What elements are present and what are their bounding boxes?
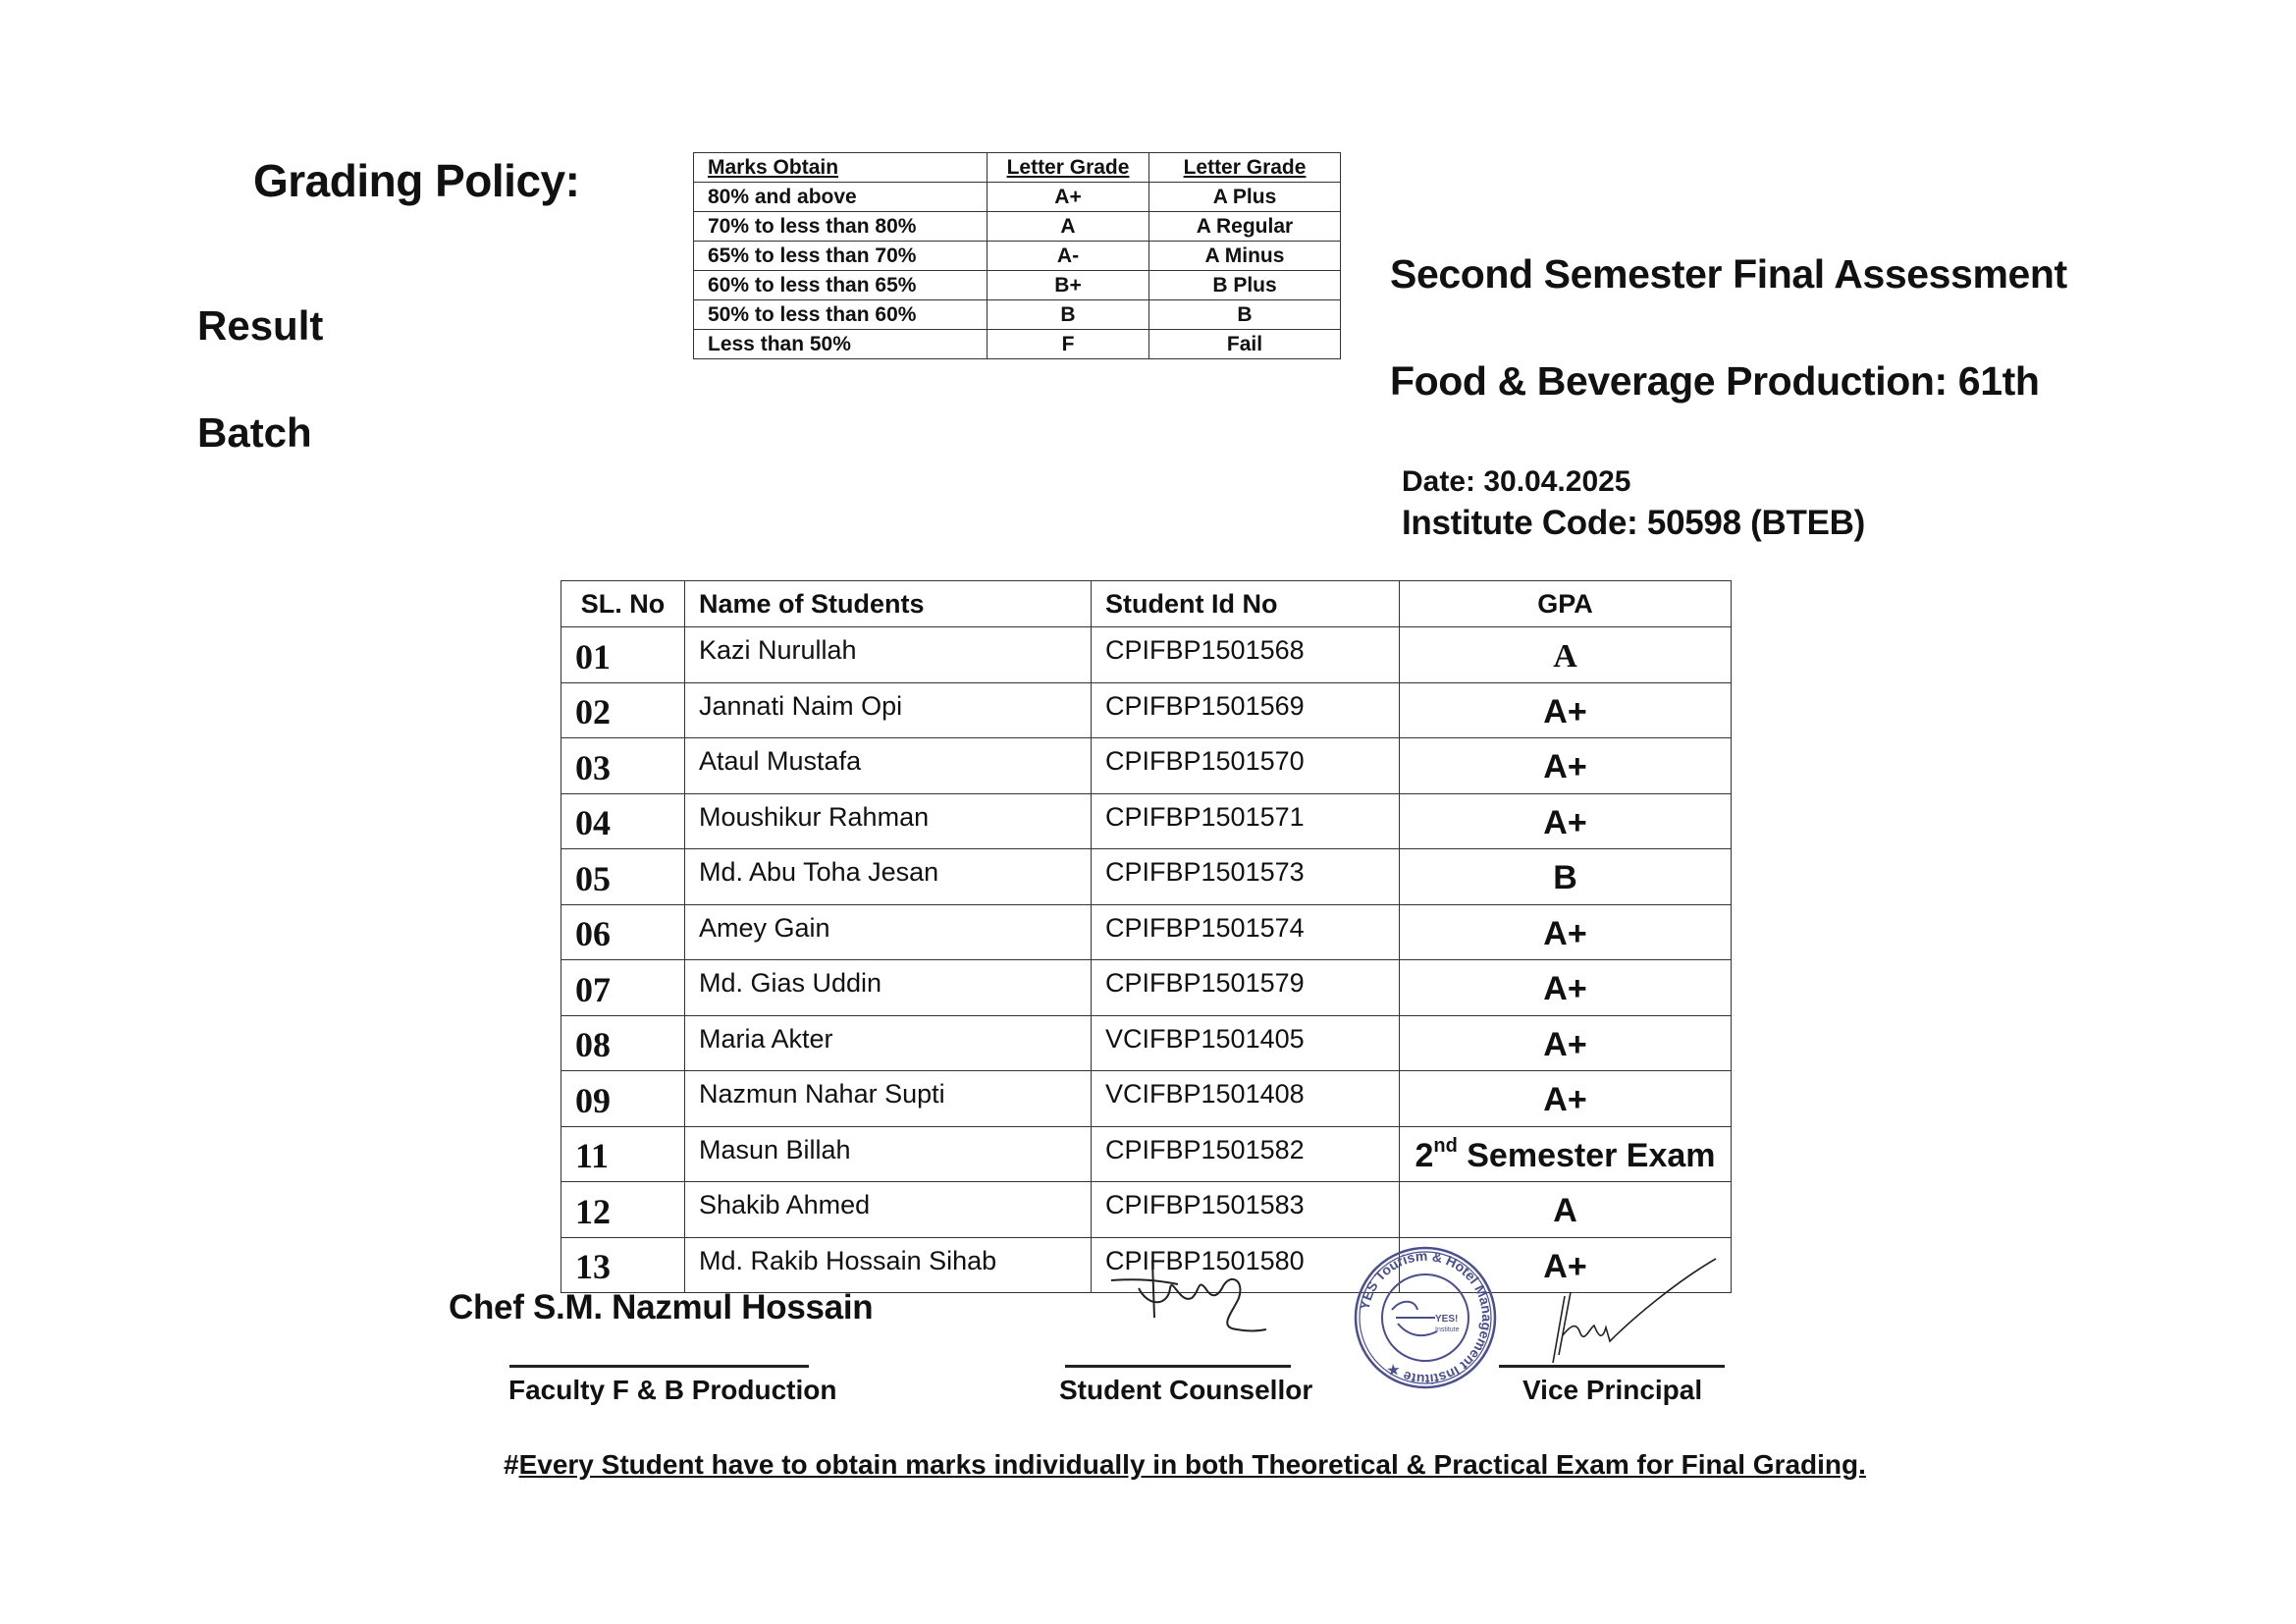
assessment-title: Second Semester Final Assessment	[1390, 251, 2067, 297]
student-id: CPIFBP1501568	[1092, 627, 1400, 683]
student-name: Moushikur Rahman	[685, 793, 1092, 849]
gpa-value: A+	[1400, 1237, 1732, 1293]
student-id: VCIFBP1501405	[1092, 1015, 1400, 1071]
student-name: Jannati Naim Opi	[685, 682, 1092, 738]
column-header-sl-no: SL. No	[561, 581, 685, 627]
student-id: VCIFBP1501408	[1092, 1071, 1400, 1127]
gpa-exam-note: Semester Exam	[1457, 1136, 1716, 1174]
student-name: Maria Akter	[685, 1015, 1092, 1071]
gpa-value: A+	[1400, 1015, 1732, 1071]
gpa-value: A+	[1400, 960, 1732, 1016]
column-header-marks: Marks Obtain	[694, 153, 988, 183]
serial-number: 12	[561, 1182, 685, 1238]
serial-number: 03	[561, 738, 685, 794]
grade-description: A Regular	[1149, 212, 1341, 242]
gpa-value: A+	[1400, 682, 1732, 738]
vice-principal-signature-icon	[1541, 1257, 1718, 1365]
serial-number: 08	[561, 1015, 685, 1071]
letter-grade: A-	[988, 242, 1149, 271]
letter-grade: F	[988, 330, 1149, 359]
gpa-value: A+	[1400, 1071, 1732, 1127]
serial-number: 13	[561, 1237, 685, 1293]
letter-grade: A	[988, 212, 1149, 242]
marks-range: 80% and above	[694, 183, 988, 212]
student-id: CPIFBP1501583	[1092, 1182, 1400, 1238]
faculty-name: Chef S.M. Nazmul Hossain	[449, 1288, 874, 1326]
gpa-value: A+	[1400, 793, 1732, 849]
gpa-value: A+	[1400, 738, 1732, 794]
institute-stamp-icon	[1353, 1245, 1498, 1390]
grade-description: B Plus	[1149, 271, 1341, 300]
gpa-ordinal-number: 2	[1415, 1136, 1434, 1174]
table-row	[561, 960, 1732, 1016]
table-row	[561, 738, 1732, 794]
results-table	[561, 580, 1732, 1293]
grading-row	[694, 212, 1341, 242]
student-name: Md. Rakib Hossain Sihab	[685, 1237, 1092, 1293]
student-id: CPIFBP1501579	[1092, 960, 1400, 1016]
grade-description: A Minus	[1149, 242, 1341, 271]
serial-number: 07	[561, 960, 685, 1016]
grading-row	[694, 271, 1341, 300]
footer-note	[504, 1449, 1866, 1481]
student-name: Nazmun Nahar Supti	[685, 1071, 1092, 1127]
student-name: Md. Abu Toha Jesan	[685, 849, 1092, 905]
table-row	[561, 682, 1732, 738]
column-header-name: Name of Students	[685, 581, 1092, 627]
grade-description: Fail	[1149, 330, 1341, 359]
grade-description: A Plus	[1149, 183, 1341, 212]
vice-principal-role-label: Vice Principal	[1522, 1375, 1703, 1405]
faculty-role-label: Faculty F & B Production	[508, 1375, 837, 1405]
grading-policy-table	[693, 152, 1341, 359]
grading-policy-title: Grading Policy:	[253, 155, 580, 206]
serial-number: 09	[561, 1071, 685, 1127]
student-id: CPIFBP1501574	[1092, 904, 1400, 960]
marks-range: 70% to less than 80%	[694, 212, 988, 242]
gpa-value: A	[1400, 627, 1732, 683]
grading-header-row	[694, 153, 1341, 183]
table-row	[561, 1071, 1732, 1127]
marks-range: 50% to less than 60%	[694, 300, 988, 330]
student-id: CPIFBP1501582	[1092, 1126, 1400, 1182]
vice-principal-signature-line	[1499, 1365, 1725, 1368]
table-row	[561, 627, 1732, 683]
serial-number: 11	[561, 1126, 685, 1182]
gpa-value: B	[1400, 849, 1732, 905]
student-id: CPIFBP1501569	[1092, 682, 1400, 738]
svg-text:YES!: YES!	[1435, 1314, 1459, 1325]
column-header-gpa: GPA	[1400, 581, 1732, 627]
serial-number: 01	[561, 627, 685, 683]
date-label: Date: 30.04.2025	[1402, 465, 1631, 498]
grading-row	[694, 242, 1341, 271]
student-id: CPIFBP1501570	[1092, 738, 1400, 794]
svg-text:Institute: Institute	[1435, 1326, 1460, 1333]
letter-grade: B+	[988, 271, 1149, 300]
svg-text:YES Tourism & Hotel Management: YES Tourism & Hotel Management Institute ★	[1356, 1247, 1496, 1388]
gpa-value: A+	[1400, 904, 1732, 960]
grading-row	[694, 330, 1341, 359]
counsellor-role-label: Student Counsellor	[1059, 1375, 1313, 1405]
institute-code-label: Institute Code: 50598 (BTEB)	[1402, 504, 1865, 542]
batch-label: Batch	[197, 409, 312, 456]
table-row	[561, 904, 1732, 960]
faculty-signature-line	[509, 1365, 809, 1368]
table-row	[561, 1126, 1732, 1182]
serial-number: 06	[561, 904, 685, 960]
column-header-student-id: Student Id No	[1092, 581, 1400, 627]
marks-range: 65% to less than 70%	[694, 242, 988, 271]
serial-number: 05	[561, 849, 685, 905]
results-header-row	[561, 581, 1732, 627]
grading-row	[694, 183, 1341, 212]
table-row	[561, 1015, 1732, 1071]
student-name: Masun Billah	[685, 1126, 1092, 1182]
counsellor-signature-icon	[1109, 1259, 1276, 1347]
table-row	[561, 793, 1732, 849]
letter-grade: B	[988, 300, 1149, 330]
serial-number: 02	[561, 682, 685, 738]
result-label: Result	[197, 302, 324, 349]
student-name: Amey Gain	[685, 904, 1092, 960]
program-title: Food & Beverage Production: 61th	[1390, 358, 2040, 404]
student-id: CPIFBP1501580	[1092, 1237, 1400, 1293]
table-row	[561, 849, 1732, 905]
table-row	[561, 1182, 1732, 1238]
gpa-value: A	[1400, 1182, 1732, 1238]
grading-row	[694, 300, 1341, 330]
student-name: Ataul Mustafa	[685, 738, 1092, 794]
student-name: Shakib Ahmed	[685, 1182, 1092, 1238]
student-id: CPIFBP1501573	[1092, 849, 1400, 905]
footer-note-text: Every Student have to obtain marks individually in both Theoretical & Practical Exam for Final Grading.	[518, 1449, 1866, 1480]
student-name: Kazi Nurullah	[685, 627, 1092, 683]
gpa-ordinal-suffix: nd	[1433, 1134, 1458, 1157]
marks-range: Less than 50%	[694, 330, 988, 359]
counsellor-signature-line	[1065, 1365, 1291, 1368]
grade-description: B	[1149, 300, 1341, 330]
gpa-value	[1400, 1126, 1732, 1182]
column-header-letter-grade: Letter Grade	[988, 153, 1149, 183]
student-name: Md. Gias Uddin	[685, 960, 1092, 1016]
serial-number: 04	[561, 793, 685, 849]
student-id: CPIFBP1501571	[1092, 793, 1400, 849]
column-header-letter-grade-text: Letter Grade	[1149, 153, 1341, 183]
letter-grade: A+	[988, 183, 1149, 212]
footer-hash: #	[504, 1449, 519, 1480]
marks-range: 60% to less than 65%	[694, 271, 988, 300]
